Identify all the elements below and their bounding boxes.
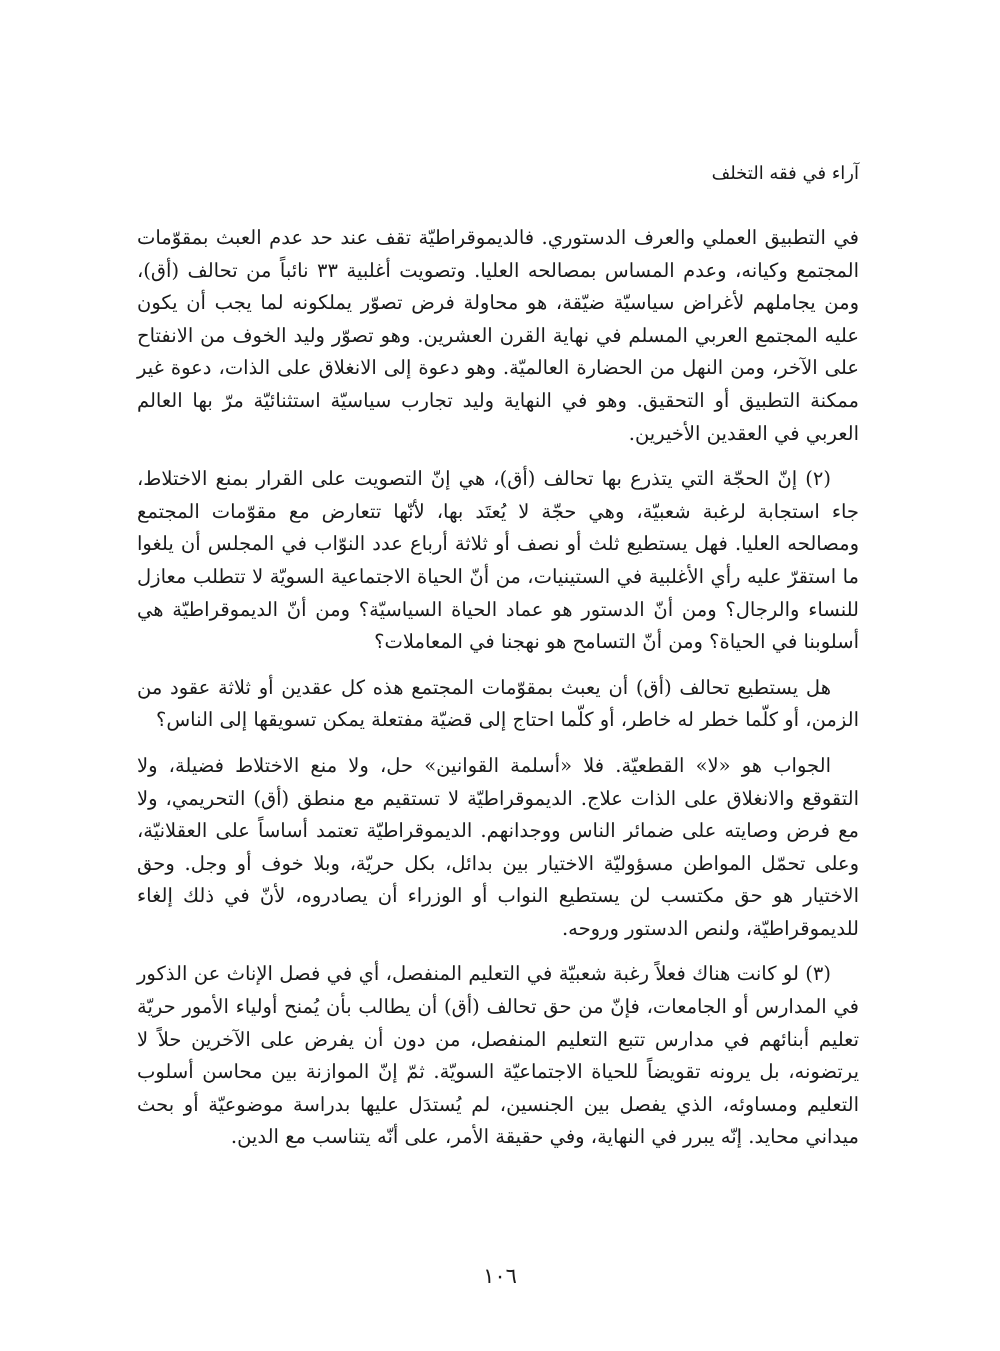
paragraph-continued: في التطبيق العملي والعرف الدستوري. فالديموقراطيّة تقف عند حد عدم العبث بمقوّمات المجتمع وكيانه، وعدم المساس بمصالحه العليا. وتصويت أغلبية ٣٣ نائباً من تحالف (أق)، ومن يجاملهم لأغراض سياسيّة ضيّقة، هو محاولة فرض تصوّر يملكونه لما يجب أن يكون عليه المجتمع العربي المسلم في نهاية القرن العشرين. وهو تصوّر وليد الخوف من الانفتاح على الآخر، ومن النهل من الحضارة العالميّة. وهو دعوة إلى الانغلاق على الذات، دعوة غير ممكنة التطبيق أو التحقيق. وهو في النهاية وليد تجارب سياسيّة استثنائيّة مرّ بها العالم العربي في العقدين الأخيرين. xyxy=(137,226,859,445)
paragraph-point-3: (٣) لو كانت هناك فعلاً رغبة شعبيّة في التعليم المنفصل، أي في فصل الإناث عن الذكور في المدارس أو الجامعات، فإنّ من حق تحالف (أق) أن يطالب بأن يُمنح أولياء الأمور حريّة تعليم أبنائهم في مدارس تتبع التعليم المنفصل، من دون أن يفرض على الآخرين حلاً لا يرتضونه، بل يرونه تقويضاً للحياة الاجتماعيّة السويّة. ثمّ إنّ الموازنة بين محاسن أسلوب التعليم ومساوئه، الذي يفصل بين الجنسين، لم يُستدَل عليها بدراسة موضوعيّة أو بحث ميداني محايد. إنّه يبرر في النهاية، وفي حقيقة الأمر، على أنّه يتناسب مع الدين. xyxy=(137,962,859,1149)
paragraph-question: هل يستطيع تحالف (أق) أن يعبث بمقوّمات المجتمع هذه كل عقدين أو ثلاثة عقود من الزمن، أو كلّما خطر له خاطر، أو كلّما احتاج إلى قضيّة مفتعلة يمكن تسويقها إلى الناس؟ xyxy=(137,675,859,732)
page-number: ١٠٦ xyxy=(483,1264,517,1288)
paragraph-point-2: (٢) إنّ الحجّة التي يتذرع بها تحالف (أق)، هي إنّ التصويت على القرار بمنع الاختلاط، جاء استجابة لرغبة شعبيّة، وهي حجّة لا يُعتَد بها، لأنّها تتعارض مع مقوّمات المجتمع ومصالحه العليا. فهل يستطيع ثلث أو نصف أو ثلاثة أرباع عدد النوّاب في المجلس أن يلغوا ما استقرّ عليه رأي الأغلبية في الستينيات، من أنّ الحياة الاجتماعية السويّة لا تتطلب معازل للنساء والرجال؟ ومن أنّ الدستور هو عماد الحياة السياسيّة؟ ومن أنّ الديموقراطيّة هي أسلوبنا في الحياة؟ ومن أنّ التسامح هو نهجنا في المعاملات؟ xyxy=(137,467,859,654)
paragraph-answer: الجواب هو «لا» القطعيّة. فلا «أسلمة القوانين» حل، ولا منع الاختلاط فضيلة، ولا التقوقع والانغلاق على الذات علاج. الديموقراطيّة لا تستقيم مع منطق (أق) التحريمي، ولا مع فرض وصايته على ضمائر الناس ووجدانهم. الديموقراطيّة تعتمد أساساً على العقلانيّة، وعلى تحمّل المواطن مسؤوليّة الاختيار بين بدائل، بكل حريّة، وبلا خوف أو وجل. وحق الاختيار هو حق مكتسب لن يستطيع النواب أو الوزراء أن يصادروه، لأنّ في ذلك إلغاء للديموقراطيّة، ولنص الدستور وروحه. xyxy=(137,753,859,940)
running-header: آراء في فقه التخلف xyxy=(711,163,859,184)
body-text xyxy=(137,222,859,1167)
